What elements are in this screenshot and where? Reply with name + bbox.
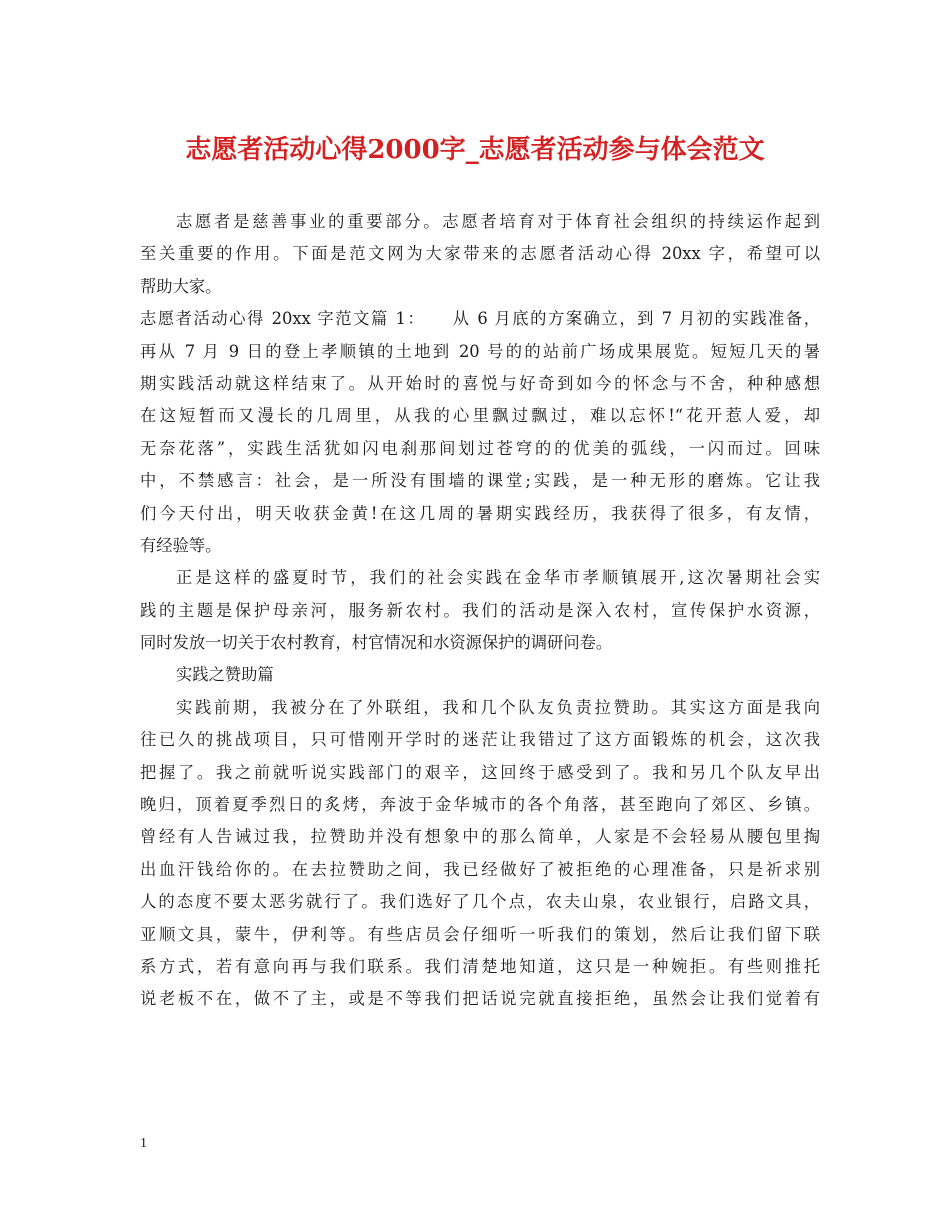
text-line: 往已久的挑战项目，只可惜刚开学时的迷茫让我错过了这方面锻炼的机会，这次我: [140, 730, 820, 750]
text-line: 至关重要的作用。下面是范文网为大家带来的志愿者活动心得 20xx 字，希望可以: [140, 244, 820, 264]
text-line: 亚顺文具，蒙牛，伊利等。有些店员会仔细听一听我们的策划，然后让我们留下联: [140, 924, 820, 944]
text-line: 无奈花落”，实践生活犹如闪电刹那间划过苍穹的的优美的弧线，一闪而过。回味: [140, 438, 820, 458]
text-line: 系方式，若有意向再与我们联系。我们清楚地知道，这只是一种婉拒。有些则推托: [140, 956, 820, 976]
text-line: 期实践活动就这样结束了。从开始时的喜悦与好奇到如今的怀念与不舍，种种感想: [140, 373, 820, 393]
page-number: 1: [140, 1136, 147, 1151]
section-heading: 实践之赞助篇: [176, 665, 274, 685]
text-line: 中，不禁感言：社会，是一所没有围墙的课堂;实践，是一种无形的磨炼。它让我: [140, 471, 820, 491]
text-line: 在这短暂而又漫长的几周里，从我的心里飘过飘过，难以忘怀!“花开惹人爱，却: [140, 406, 820, 426]
text-line: 再从 7 月 9 日的登上孝顺镇的土地到 20 号的的站前广场成果展览。短短几天的暑: [140, 341, 820, 361]
text-line: 人的态度不要太恶劣就行了。我们选好了几个点，农夫山泉，农业银行，启路文具，: [140, 892, 820, 912]
text-line: 正是这样的盛夏时节，我们的社会实践在金华市孝顺镇展开,这次暑期社会实: [176, 568, 820, 588]
text-line: 把握了。我之前就听说实践部门的艰辛，这回终于感受到了。我和另几个队友早出: [140, 762, 820, 782]
text-line: 志愿者活动心得 20xx 字范文篇 1： 从 6 月底的方案确立，到 7 月初的实践准备，: [140, 309, 820, 329]
document-body: [140, 206, 820, 1016]
text-line: 们今天付出，明天收获金黄!在这几周的暑期实践经历，我获得了很多，有友情，: [140, 503, 820, 523]
text-line: 晚归，顶着夏季烈日的炙烤，奔波于金华城市的各个角落，甚至跑向了郊区、乡镇。: [140, 795, 820, 815]
text-line: 实践前期，我被分在了外联组，我和几个队友负责拉赞助。其实这方面是我向: [176, 697, 820, 717]
text-line: 志愿者是慈善事业的重要部分。志愿者培育对于体育社会组织的持续运作起到: [176, 212, 820, 231]
text-line: 帮助大家。: [140, 276, 222, 296]
text-line: 说老板不在，做不了主，或是不等我们把话说完就直接拒绝，虽然会让我们觉着有: [140, 989, 820, 1009]
text-line: 践的主题是保护母亲河，服务新农村。我们的活动是深入农村，宣传保护水资源，: [140, 600, 820, 620]
document-title: 志愿者活动心得2000字_志愿者活动参与体会范文: [185, 135, 765, 165]
text-line: 曾经有人告诫过我，拉赞助并没有想象中的那么简单，人家是不会轻易从腰包里掏: [140, 827, 820, 847]
text-line: 同时发放一切关于农村教育，村官情况和水资源保护的调研问卷。: [140, 633, 613, 653]
text-line: 有经验等。: [140, 535, 222, 555]
text-line: 出血汗钱给你的。在去拉赞助之间，我已经做好了被拒绝的心理准备，只是祈求别: [140, 859, 820, 879]
